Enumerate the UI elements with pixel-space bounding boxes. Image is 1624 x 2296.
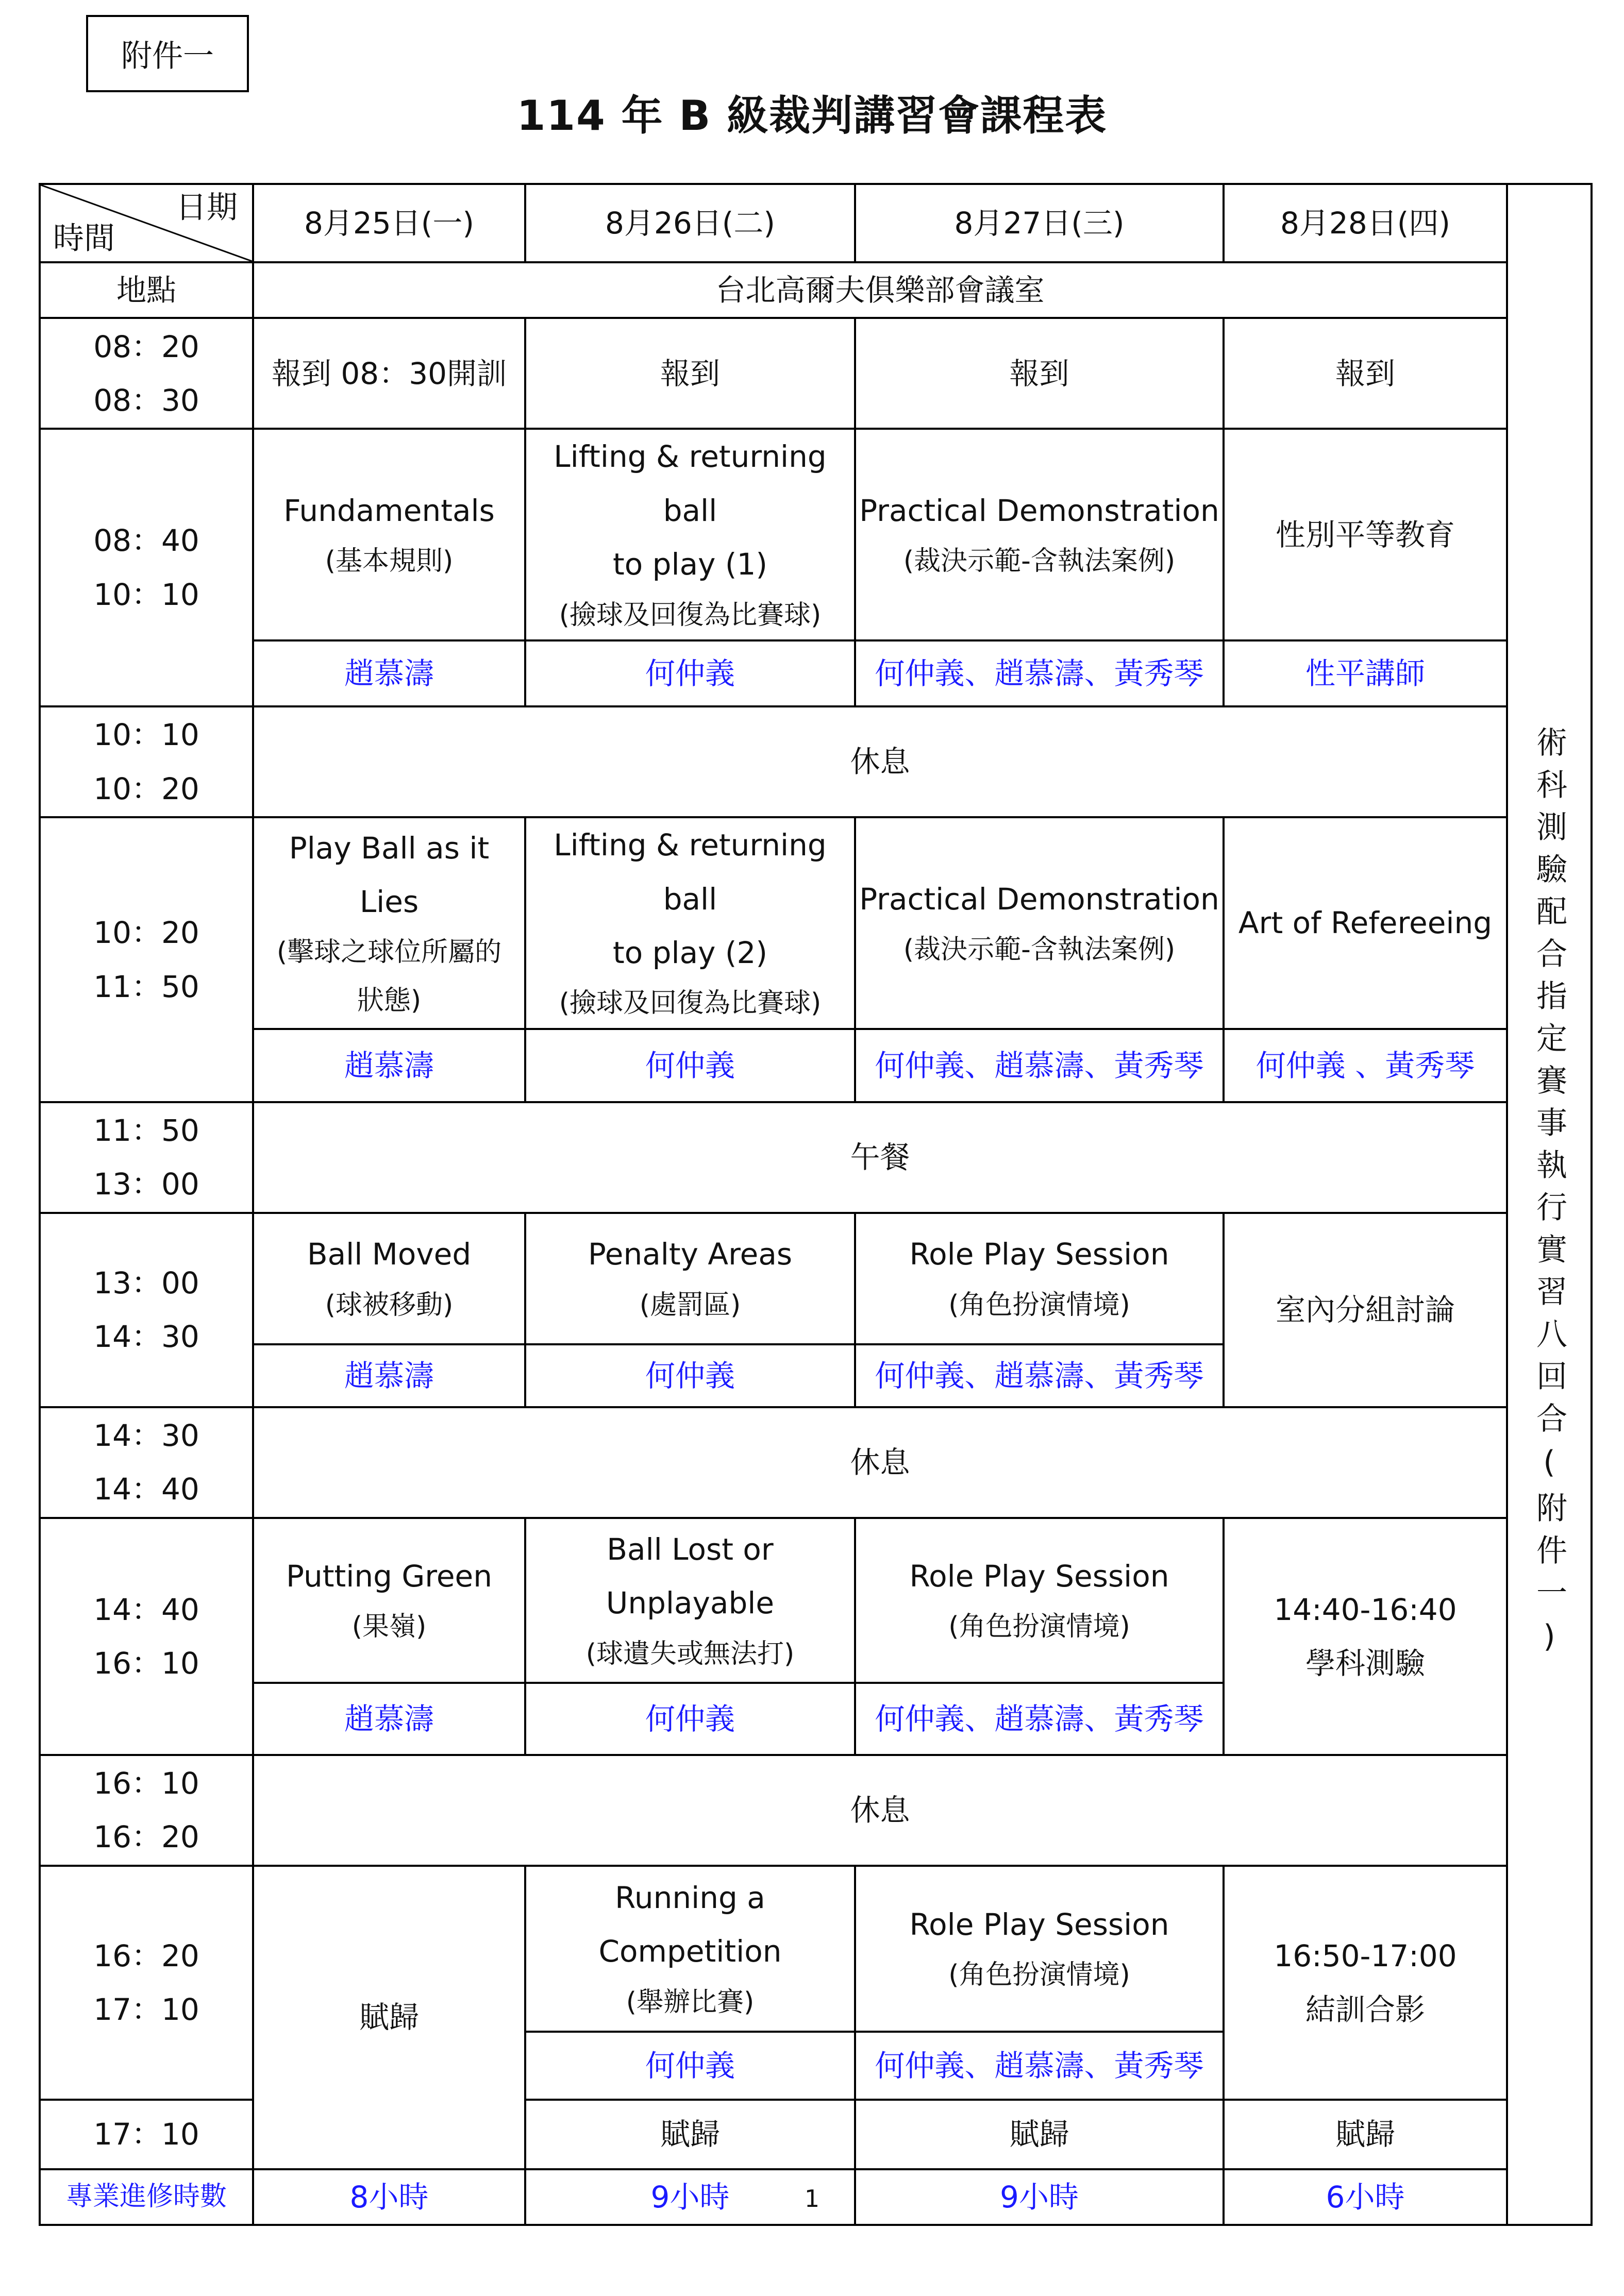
time-end: 14：30 <box>93 1319 199 1355</box>
time-start: 14：40 <box>93 1592 199 1627</box>
session-title: to play (2) <box>612 935 768 970</box>
instructor-cell: 性平講師 <box>1224 640 1507 706</box>
time-end: 14：40 <box>93 1472 199 1507</box>
session-subtitle: (基本規則) <box>325 546 454 577</box>
time-cell: 17：10 <box>40 2100 253 2169</box>
session-title: Role Play Session <box>909 1906 1169 1942</box>
break-label: 休息 <box>253 1407 1507 1518</box>
instructor-row <box>40 1029 1592 1102</box>
session-cell <box>525 1213 855 1344</box>
page-number: 1 <box>804 2185 820 2213</box>
session-cell <box>855 1866 1224 2032</box>
break-row <box>40 1755 1592 1866</box>
session-cell <box>253 429 525 640</box>
time-end: 11：50 <box>93 969 199 1004</box>
session-cell <box>1224 1518 1507 1755</box>
session-time: 16:50-17:00 <box>1274 1938 1457 1973</box>
time-end: 08：30 <box>93 382 199 418</box>
attachment-label: 附件一 <box>86 15 249 92</box>
session-subtitle: (撿球及回復為比賽球) <box>559 599 822 631</box>
schedule-row <box>40 429 1592 640</box>
session-cell <box>253 817 525 1029</box>
session-cell: 報到 <box>855 318 1224 429</box>
instructor-cell: 何仲義 <box>525 2032 855 2100</box>
session-cell: 賦歸 <box>525 2100 855 2169</box>
time-start: 10：10 <box>93 717 199 753</box>
instructor-cell: 何仲義 <box>525 1344 855 1407</box>
session-subtitle: (裁決示範-含執法案例) <box>903 934 1176 965</box>
session-title: Ball Moved <box>307 1237 472 1272</box>
date-time-header-cell <box>40 184 253 262</box>
session-subtitle: (裁決示範-含執法案例) <box>903 546 1176 577</box>
break-label: 休息 <box>253 1755 1507 1866</box>
time-start: 13：00 <box>93 1265 199 1301</box>
session-cell: 性別平等教育 <box>1224 429 1507 640</box>
time-cell <box>40 706 253 817</box>
instructor-cell: 何仲義、趙慕濤、黃秀琴 <box>855 1344 1224 1407</box>
session-time: 14:40-16:40 <box>1274 1592 1457 1627</box>
time-header-label: 時間 <box>53 221 115 257</box>
schedule-row <box>40 817 1592 1029</box>
session-cell <box>253 1213 525 1344</box>
session-title: to play (1) <box>612 547 768 582</box>
session-subtitle: (處罰區) <box>639 1289 741 1321</box>
schedule-row <box>40 1518 1592 1683</box>
session-cell: 報到 <box>525 318 855 429</box>
session-cell <box>525 1866 855 2032</box>
session-title: Penalty Areas <box>588 1237 793 1272</box>
session-title: Unplayable <box>606 1585 775 1621</box>
time-cell <box>40 1213 253 1407</box>
time-start: 08：40 <box>93 523 199 559</box>
header-row <box>40 184 1592 262</box>
session-title: Ball Lost or <box>607 1531 774 1567</box>
session-title: Practical Demonstration <box>859 881 1219 917</box>
instructor-cell: 何仲義、趙慕濤、黃秀琴 <box>855 1683 1224 1755</box>
session-cell: 賦歸 <box>855 2100 1224 2169</box>
time-end: 16：20 <box>93 1819 199 1855</box>
session-cell <box>855 1518 1224 1683</box>
time-cell <box>40 1102 253 1213</box>
hours-label: 專業進修時數 <box>40 2169 253 2225</box>
time-end: 13：00 <box>93 1167 199 1202</box>
schedule-table <box>39 183 1593 2226</box>
instructor-cell: 何仲義 <box>525 640 855 706</box>
session-title: Competition <box>598 1934 782 1969</box>
instructor-cell: 何仲義、趙慕濤、黃秀琴 <box>855 1029 1224 1102</box>
session-subtitle: (球遺失或無法打) <box>585 1638 795 1669</box>
time-start: 08：20 <box>93 329 199 364</box>
session-title: Putting Green <box>286 1558 492 1594</box>
session-subtitle: (舉辦比賽) <box>626 1986 755 2018</box>
time-cell <box>40 1755 253 1866</box>
page-title: 114 年 B 級裁判講習會課程表 <box>516 92 1108 140</box>
time-cell <box>40 1866 253 2100</box>
instructor-cell: 何仲義 <box>525 1029 855 1102</box>
time-end: 16：10 <box>93 1645 199 1681</box>
instructor-row <box>40 640 1592 706</box>
session-cell <box>855 1213 1224 1344</box>
lunch-label: 午餐 <box>253 1102 1507 1213</box>
session-subtitle: (球被移動) <box>325 1289 454 1321</box>
session-cell <box>253 1518 525 1683</box>
schedule-row <box>40 1213 1592 1344</box>
session-cell: Art of Refereeing <box>1224 817 1507 1029</box>
side-note: 術科測驗配合指定賽事執行實習八回合(附件一) <box>1531 726 1567 1666</box>
time-cell <box>40 1518 253 1755</box>
time-cell <box>40 318 253 429</box>
session-subtitle: (擊球之球位所屬的 <box>276 937 502 968</box>
date-header-label: 日期 <box>176 190 238 226</box>
time-start: 16：10 <box>93 1766 199 1801</box>
time-end: 10：20 <box>93 771 199 806</box>
day-header-1: 8月25日(一) <box>253 184 525 262</box>
session-cell <box>1224 1866 1507 2100</box>
instructor-cell: 趙慕濤 <box>253 1344 525 1407</box>
session-cell <box>525 817 855 1029</box>
session-subtitle: 狀態) <box>357 985 422 1016</box>
session-title: 結訓合影 <box>1305 1991 1425 2027</box>
session-title: Fundamentals <box>283 493 495 528</box>
location-row <box>40 262 1592 318</box>
session-subtitle: (角色扮演情境) <box>948 1611 1130 1643</box>
instructor-cell: 何仲義 、黃秀琴 <box>1224 1029 1507 1102</box>
session-cell: 室內分組討論 <box>1224 1213 1507 1407</box>
side-note-cell <box>1507 184 1592 2225</box>
break-row <box>40 706 1592 817</box>
session-title: Role Play Session <box>909 1558 1169 1594</box>
location-value: 台北高爾夫俱樂部會議室 <box>253 262 1507 318</box>
time-cell <box>40 429 253 706</box>
session-cell: 報到 <box>1224 318 1507 429</box>
session-cell <box>855 817 1224 1029</box>
hours-value: 9小時 <box>525 2169 855 2225</box>
time-start: 14：30 <box>93 1418 199 1454</box>
hours-value: 8小時 <box>253 2169 525 2225</box>
session-cell: 賦歸 <box>253 1866 525 2169</box>
instructor-cell: 趙慕濤 <box>253 640 525 706</box>
instructor-cell: 趙慕濤 <box>253 1683 525 1755</box>
break-row <box>40 1102 1592 1213</box>
instructor-cell: 何仲義 <box>525 1683 855 1755</box>
time-start: 11：50 <box>93 1113 199 1149</box>
instructor-cell: 趙慕濤 <box>253 1029 525 1102</box>
instructor-cell: 何仲義、趙慕濤、黃秀琴 <box>855 2032 1224 2100</box>
session-cell <box>525 429 855 640</box>
session-subtitle: (角色扮演情境) <box>948 1960 1130 1991</box>
time-start: 10：20 <box>93 915 199 951</box>
time-cell <box>40 1407 253 1518</box>
location-label: 地點 <box>40 262 253 318</box>
time-end: 10：10 <box>93 577 199 612</box>
session-cell <box>855 429 1224 640</box>
schedule-row <box>40 318 1592 429</box>
time-end: 17：10 <box>93 1991 199 2027</box>
session-title: 學科測驗 <box>1305 1645 1425 1681</box>
session-title: Running a <box>615 1880 765 1915</box>
session-cell: 賦歸 <box>1224 2100 1507 2169</box>
session-title: Lifting & returning ball <box>554 828 827 917</box>
session-title: Practical Demonstration <box>859 493 1219 528</box>
day-header-3: 8月27日(三) <box>855 184 1224 262</box>
hours-value: 9小時 <box>855 2169 1224 2225</box>
hours-value: 6小時 <box>1224 2169 1507 2225</box>
session-title: Play Ball as it Lies <box>289 830 490 919</box>
schedule-row <box>40 1866 1592 2032</box>
break-label: 休息 <box>253 706 1507 817</box>
session-subtitle: (果嶺) <box>351 1611 427 1643</box>
session-subtitle: (角色扮演情境) <box>948 1289 1130 1321</box>
session-title: Role Play Session <box>909 1237 1169 1272</box>
time-start: 16：20 <box>93 1938 199 1973</box>
break-row <box>40 1407 1592 1518</box>
day-header-2: 8月26日(二) <box>525 184 855 262</box>
session-cell: 報到 08：30開訓 <box>253 318 525 429</box>
instructor-cell: 何仲義、趙慕濤、黃秀琴 <box>855 640 1224 706</box>
session-cell <box>525 1518 855 1683</box>
session-subtitle: (撿球及回復為比賽球) <box>559 988 822 1019</box>
day-header-4: 8月28日(四) <box>1224 184 1507 262</box>
session-title: Lifting & returning ball <box>554 439 827 528</box>
time-cell <box>40 817 253 1102</box>
